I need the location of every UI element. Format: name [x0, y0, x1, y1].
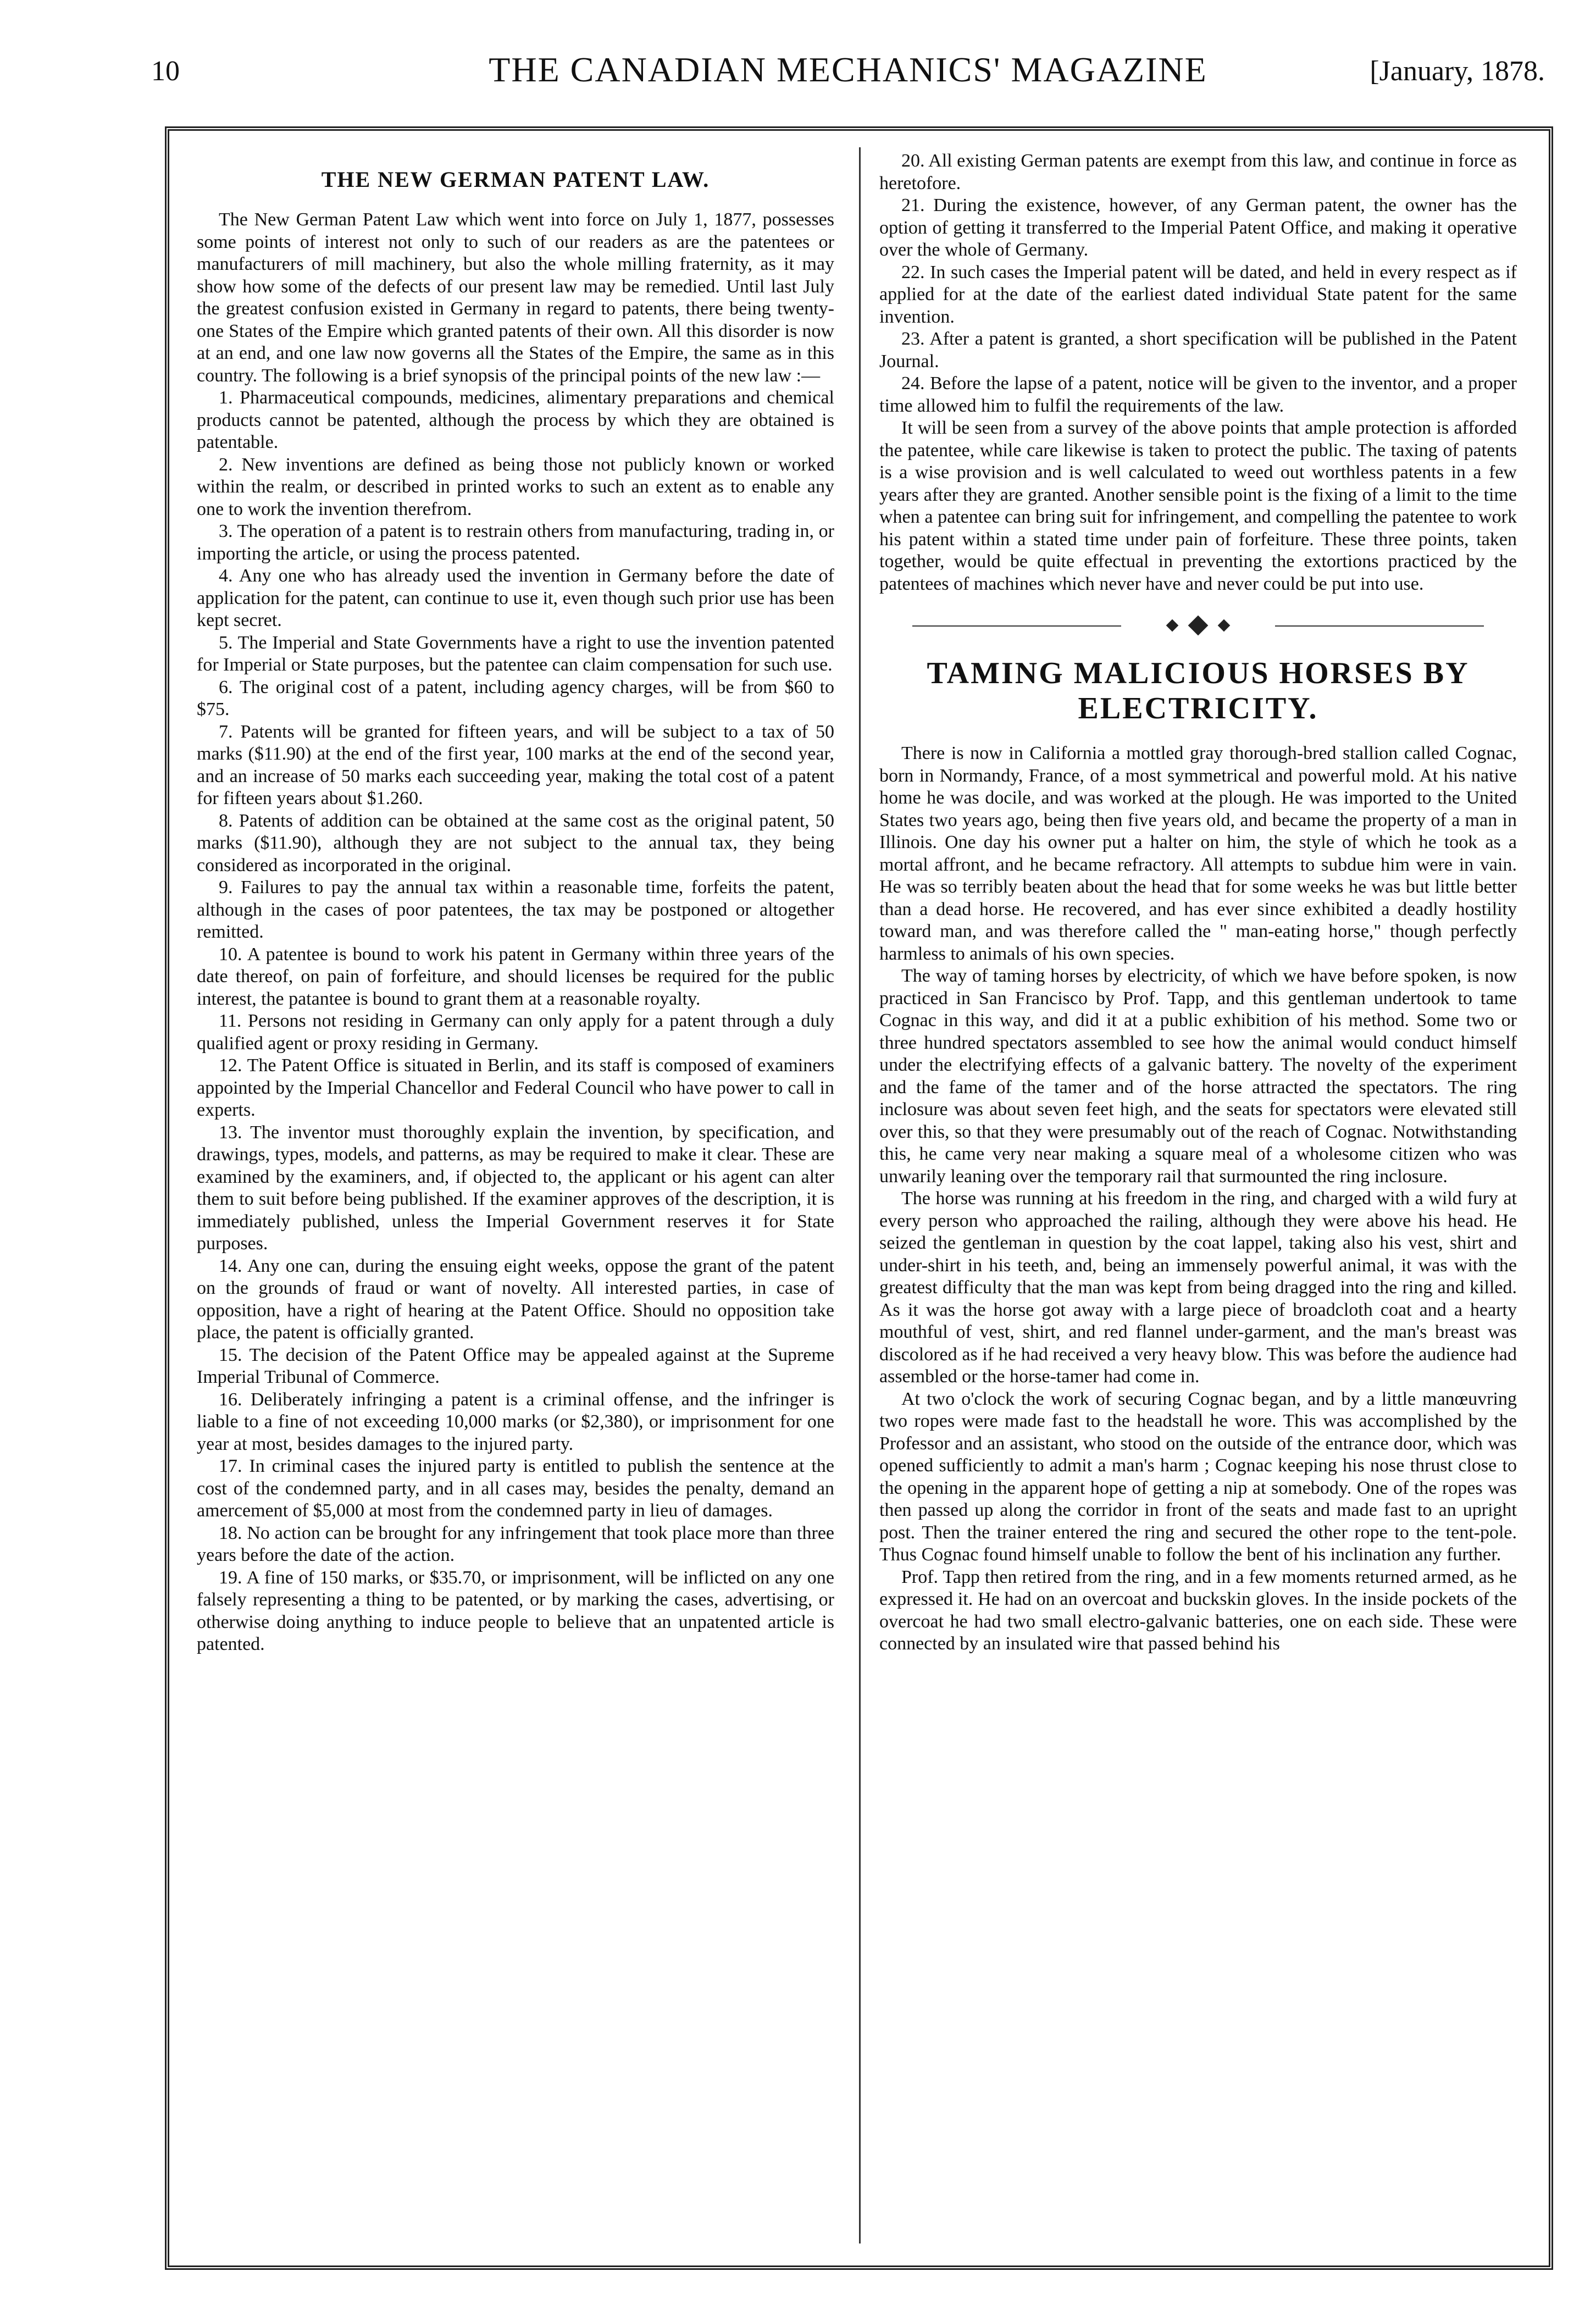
article-title-patent-law: THE NEW GERMAN PATENT LAW. [321, 167, 710, 192]
patent-law-item: 10. A patentee is bound to work his patent in Germany within three years of the date thereof, on pain of forfeiture, and should licenses be required for the public interest, the patantee is bound to grant them at a reasonable royalty. [197, 944, 834, 1009]
page-number: 10 [151, 56, 180, 87]
patent-law-item: 16. Deliberately infringing a patent is a criminal offense, and the infringer is liable to a fine of not exceeding 10,000 marks (or $2,380), or imprisonment for one year at most, besides damages to the injured party. [197, 1389, 834, 1454]
patent-law-item: 7. Patents will be granted for fifteen years, and will be subject to a tax of 50 marks ($11.90) at the end of the first year, 100 marks at the end of the second year, and an increase of 50 marks each succeeding year, making the total cost of a patent for fifteen years about $1.260. [197, 721, 834, 808]
patent-law-item: 20. All existing German patents are exempt from this law, and continue in force as heretofore. [879, 151, 1517, 193]
patent-law-item: 21. During the existence, however, of any German patent, the owner has the option of getting it transferred to the Imperial Patent Office, and making it operative over the whole of Germany. [879, 195, 1517, 260]
patent-law-item: 9. Failures to pay the annual tax within a reasonable time, forfeits the patent, although in the cases of poor patentees, the tax may be postponed or altogether remitted. [197, 877, 834, 942]
page-header [151, 49, 1545, 121]
column-rule [859, 147, 861, 2243]
article-paragraph: The horse was running at his freedom in the ring, and charged with a wild fury at every person who approached the railing, although they were above his head. He seized the gentleman in question by the coat lappel, taking also his vest, shirt and under-shirt in his teeth, and, being an immensely powerful animal, it was with the greatest difficulty that the man was kept from being dragged into the ring and killed. As it was the horse got away with a large piece of broadcloth coat and a hearty mouthful of vest, shirt, and red flannel under-garment, and the man's breast was discolored as if he had received a very heavy blow. This was before the audience had assembled or the horse-tamer had come in. [879, 1188, 1517, 1387]
taming-horses-body [879, 743, 1517, 1655]
article-paragraph: At two o'clock the work of securing Cognac began, and by a little manœuvring two ropes were made fast to the headstall he wore. This was accomplished by the Professor and an assistant, who stood on the outside of the entrance door, which was opened sufficiently to admit a man's harm ; Cognac keeping his nose thrust close to the opening in the apparent hope of getting a nip at somebody. One of the ropes was then passed up along the corridor in front of the seats and made fast to an upright post. Then the trainer entered the ring and secured the other rope to the tent-pole. Thus Cognac found himself unable to follow the bent of his inclination any further. [879, 1388, 1517, 1565]
patent-law-items [197, 387, 834, 1656]
patent-law-item: 5. The Imperial and State Governments have a right to use the invention patented for Imperial or State purposes, but the patentee can claim compensation for such use. [197, 632, 834, 675]
patent-law-item: 19. A fine of 150 marks, or $35.70, or imprisonment, will be inflicted on any one falsely representing a thing to be patented, or by marking the cases, advertising, or otherwise doing anything to induce people to believe that an unpatented article is patented. [197, 1567, 834, 1654]
patent-law-item: 24. Before the lapse of a patent, notice will be given to the inventor, and a proper time allowed him to fulfil the requirements of the law. [879, 373, 1517, 416]
left-column [197, 150, 834, 2243]
section-divider-ornament [879, 612, 1517, 639]
patent-law-item: 22. In such cases the Imperial patent will be dated, and held in every respect as if applied for at the date of the earliest dated individual State patent for the same invention. [879, 262, 1517, 327]
patent-law-item: 8. Patents of addition can be obtained at the same cost as the original patent, 50 marks ($11.90), although they are not subject to the annual tax, they being considered as incorporated in the original. [197, 810, 834, 876]
right-column [879, 150, 1517, 2243]
patent-law-item: 2. New inventions are defined as being those not publicly known or worked within the realm, or described in printed works to such an extent as to enable any one to work the invention therefrom. [197, 454, 834, 519]
patent-law-item: 23. After a patent is granted, a short specification will be published in the Patent Journal. [879, 329, 1517, 372]
article-paragraph: Prof. Tapp then retired from the ring, and in a few moments returned armed, as he expressed it. He had on an overcoat and buckskin gloves. In the inside pockets of the overcoat he had two small electro-galvanic batteries, one on each side. These were connected by an insulated wire that passed behind his [879, 1566, 1517, 1654]
patent-law-item: 6. The original cost of a patent, including agency charges, will be from $60 to $75. [197, 677, 834, 719]
patent-law-item: 12. The Patent Office is situated in Berlin, and its staff is composed of examiners appointed by the Imperial Chancellor and Federal Council who have power to call in experts. [197, 1055, 834, 1120]
patent-law-item: 11. Persons not residing in Germany can only apply for a patent through a duly qualified agent or proxy residing in Germany. [197, 1011, 834, 1054]
patent-law-item: 15. The decision of the Patent Office may be appealed against at the Supreme Imperial Tribunal of Commerce. [197, 1344, 834, 1387]
article-intro: The New German Patent Law which went into force on July 1, 1877, possesses some points of interest not only to such of our readers as are the patentees or manufacturers of mill machinery, but also the whole milling fraternity, as it may show how some of the defects of our present law may be remedied. Until last July the greatest confusion existed in Germany in regard to patents, there being twenty-one States of the Empire which granted patents of their own. All this disorder is now at an end, and one law now governs all the States of the Empire, the same as in this country. The following is a brief synopsis of the principal points of the new law :— [197, 209, 834, 386]
page-frame [165, 126, 1553, 2270]
article-conclusion: It will be seen from a survey of the above points that ample protection is afforded the patentee, while care likewise is taken to protect the public. The taxing of patents is a wise provision and is well calculated to weed out worthless patents in a few years after they are granted. Another sensible point is the fixing of a limit to the time when a patentee can bring suit for infringement, and compelling the patentee to work his patent within a stated time under pain of forfeiture. These three points, taken together, would be quite effectual in preventing the extortions practiced by the patentees of machines which never have and never could be put into use. [879, 418, 1517, 594]
article-paragraph: The way of taming horses by electricity, of which we have before spoken, is now practiced in San Francisco by Prof. Tapp, and this gentleman undertook to tame Cognac in this way, and did it at a public exhibition of his method. Some two or three hundred spectators assembled to see how the animal would conduct himself under the electrifying effects of a galvanic battery. The novelty of the experiment and the fame of the tamer and of the horse attracted the spectators. The ring inclosure was about seven feet high, and the seats for spectators were elevated still over this, so that they were presumably out of the reach of Cognac. Notwithstanding this, he came very near making a square meal of a wholesome citizen who was unwarily leaning over the temporary rail that surmounted the ring inclosure. [879, 966, 1517, 1187]
issue-date: [January, 1878. [1370, 56, 1545, 87]
patent-law-item: 1. Pharmaceutical compounds, medicines, alimentary preparations and chemical products cannot be patented, although the process by which they are obtained is patentable. [197, 387, 834, 452]
patent-law-items-continued [879, 150, 1517, 417]
patent-law-item: 3. The operation of a patent is to restrain others from manufacturing, trading in, or importing the article, or using the process patented. [197, 521, 834, 564]
patent-law-item: 17. In criminal cases the injured party is entitled to publish the sentence at the cost of the condemned party, and in all cases may, besides the penalty, demand an amercement of $5,000 at most from the condemned party in lieu of damages. [197, 1456, 834, 1521]
magazine-title: THE CANADIAN MECHANICS' MAGAZINE [489, 50, 1207, 89]
patent-law-item: 13. The inventor must thoroughly explain the invention, by specification, and drawings, types, models, and patterns, as may be required to make it clear. These are examined by the examiners, and, if objected to, the applicant or his agent can alter them to suit before being published. If the examiner approves of the description, it is immediately published, unless the Imperial Government reserves it for State purposes. [197, 1122, 834, 1254]
patent-law-item: 14. Any one can, during the ensuing eight weeks, oppose the grant of the patent on the grounds of fraud or want of novelty. All interested parties, in case of opposition, have a right of hearing at the Patent Office. Should no opposition take place, the patent is officially granted. [197, 1255, 834, 1343]
patent-law-item: 18. No action can be brought for any infringement that took place more than three years before the date of the action. [197, 1522, 834, 1565]
article-paragraph: There is now in California a mottled gray thorough-bred stallion called Cognac, born in Normandy, France, of a most symmetrical and powerful mold. At his native home he was docile, and was worked at the plough. He was imported to the United States two years ago, being then five years old, and became the property of a man in Illinois. One day his owner put a halter on him, the style of which he took as a mortal affront, and he became refractory. All attempts to subdue him were in vain. He was so terribly beaten about the head that for some weeks he was but little better than a dead horse. He recovered, and has ever since exhibited a deadly hostility toward man, and was therefore called the " man-eating horse," though perfectly harmless to animals of his own species. [879, 743, 1517, 964]
patent-law-item: 4. Any one who has already used the invention in Germany before the date of application for the patent, can continue to use it, even though such prior use has been kept secret. [197, 566, 834, 630]
article-title-taming-horses: TAMING MALICIOUS HORSES BY ELECTRICITY. [927, 656, 1470, 725]
